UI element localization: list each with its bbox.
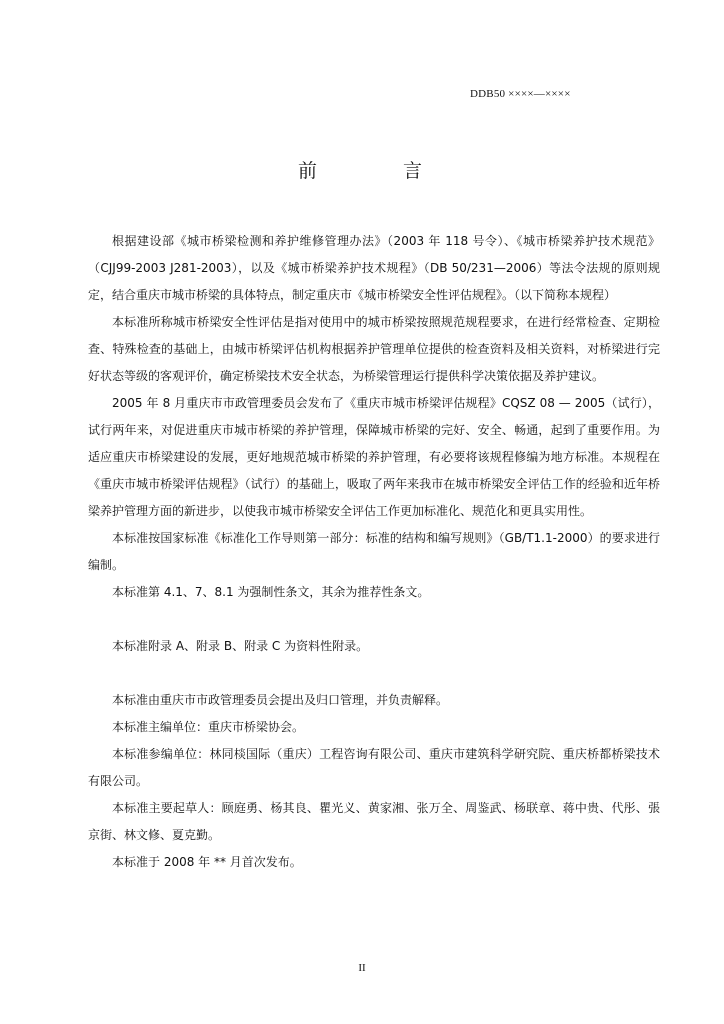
paragraph-release: 本标准于 2008 年 ** 月首次发布。 bbox=[112, 855, 302, 869]
paragraph-definition: 本标准所称城市桥梁安全性评估是指对使用中的城市桥梁按照规范规程要求，在进行经常检查、定期检查、特殊检查的基础上，由城市桥梁评估机构根据养护管理单位提供的检查资料及相关资料，对桥梁进行完好状态等级的客观评价，确定桥梁技术安全状态，为桥梁管理运行提供科学决策依据及养护建议。 bbox=[88, 315, 660, 383]
page-title: 前 言 bbox=[297, 160, 463, 182]
document-code: DDB50 ××××—×××× bbox=[470, 88, 571, 100]
paragraph-history: 2005 年 8 月重庆市市政管理委员会发布了《重庆市城市桥梁评估规程》CQSZ 08 — 2005（试行），试行两年来，对促进重庆市城市桥梁的养护管理，保障城市桥梁的完好、安全、畅通，起到了重要作用。为适应重庆市桥梁建设的发展，更好地规范城市桥梁的养护管理，有必要将该规程修编为地方标准。本规程在《重庆市城市桥梁评估规程》（试行）的基础上，吸取了两年来我市在城市桥梁安全评估工作的经验和近年桥梁养护管理方面的新进步，以使我市城市桥梁安全评估工作更加标准化、规范化和更具实用性。 bbox=[88, 396, 660, 518]
paragraph-mandatory: 本标准第 4.1、7、8.1 为强制性条文，其余为推荐性条文。 bbox=[112, 585, 430, 599]
paragraph-basis: 根据建设部《城市桥梁检测和养护维修管理办法》（2003 年 118 号令）、《城市桥梁养护技术规范》（CJJ99-2003 J281-2003），以及《城市桥梁养护技术规程》（DB 50/231—2006）等法令法规的原则规定，结合重庆市城市桥梁的具体特点，制定重庆市《城市桥梁安全性评估规程》。（以下简称本规程） bbox=[88, 234, 660, 302]
paragraph-chief-unit: 本标准主编单位：重庆市桥梁协会。 bbox=[112, 720, 305, 734]
document-body bbox=[88, 228, 660, 876]
paragraph-drafters: 本标准主要起草人：顾庭勇、杨其良、瞿光义、黄家湘、张万全、周鉴武、杨联章、蒋中贵、代彤、張京街、林文修、夏克勤。 bbox=[88, 801, 660, 842]
page-number: II bbox=[358, 962, 366, 974]
paragraph-format: 本标准按国家标准《标准化工作导则第一部分：标准的结构和编写规则》（GB/T1.1-2000）的要求进行编制。 bbox=[88, 531, 660, 572]
paragraph-management: 本标准由重庆市市政管理委员会提出及归口管理，并负责解释。 bbox=[112, 693, 449, 707]
paragraph-appendix: 本标准附录 A、附录 B、附录 C 为资料性附录。 bbox=[112, 639, 369, 653]
paragraph-participating-units: 本标准参编单位：林同棪国际（重庆）工程咨询有限公司、重庆市建筑科学研究院、重庆桥都桥梁技术有限公司。 bbox=[88, 747, 660, 788]
